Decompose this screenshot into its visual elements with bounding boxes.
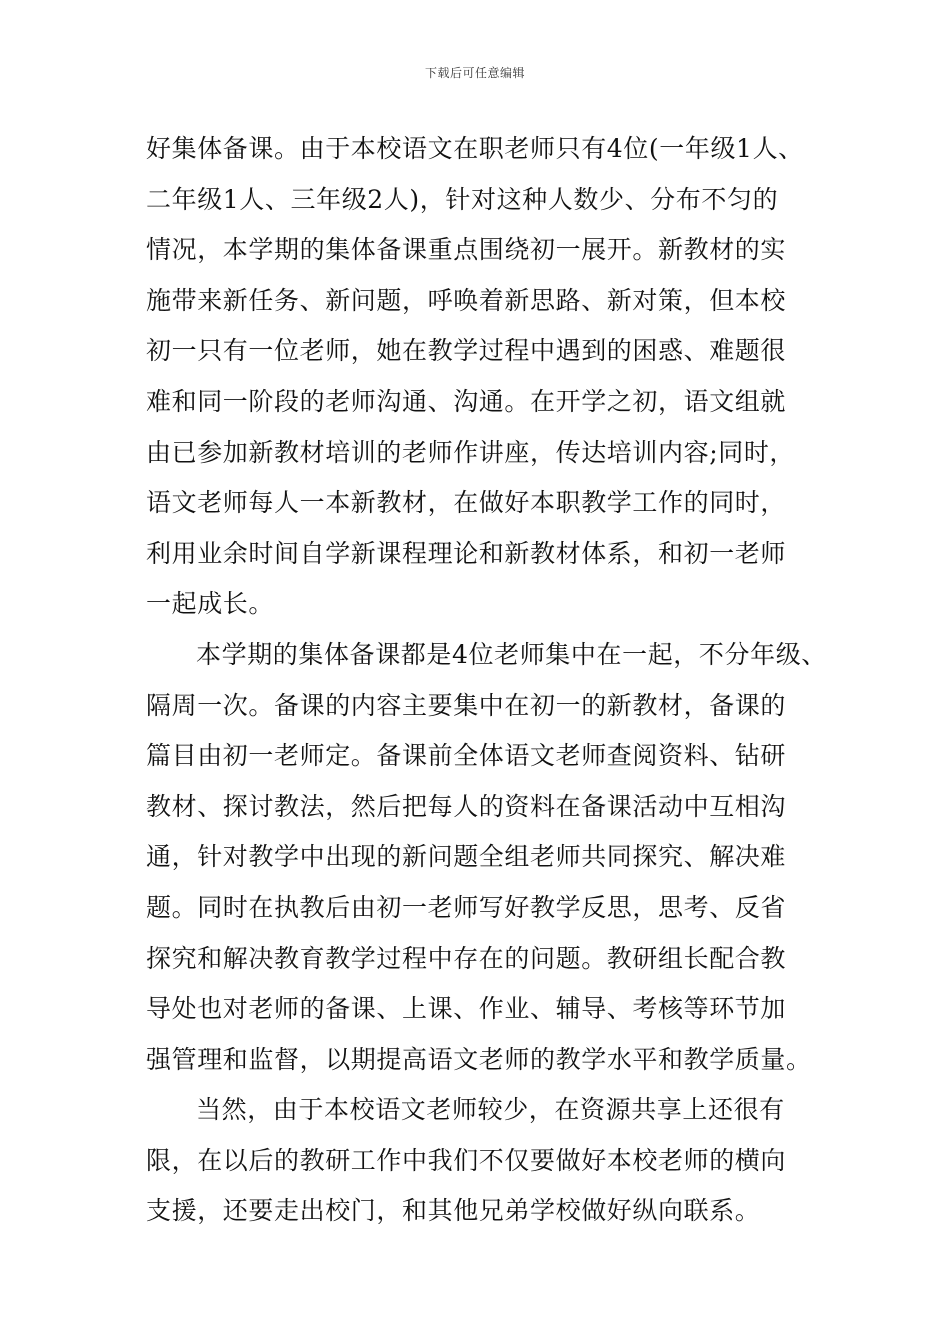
text-line: 本学期的集体备课都是4位老师集中在一起，不分年级、 [196,639,827,669]
text-line: 题。同时在执教后由初一老师写好教学反思，思考、反省 [146,892,787,922]
text-line: 隔周一次。备课的内容主要集中在初一的新教材，备课的 [146,690,787,720]
text-line: 一起成长。 [146,589,275,619]
text-line: 好集体备课。由于本校语文在职老师只有4位(一年级1人、 [146,134,804,163]
text-line: 篇目由初一老师定。备课前全体语文老师查阅资料、钻研 [146,741,787,771]
text-line: 探究和解决教育教学过程中存在的问题。教研组长配合教 [146,943,787,973]
paragraph [146,630,826,1085]
page-header: 下载后可任意编辑 [424,66,525,80]
paragraph [146,124,826,630]
paragraph [146,1085,826,1237]
text-line: 利用业余时间自学新课程理论和新教材体系，和初一老师 [146,538,787,568]
text-line: 通，针对教学中出现的新问题全组老师共同探究、解决难 [146,842,787,872]
text-line: 语文老师每人一本新教材，在做好本职教学工作的同时， [146,488,787,518]
text-line: 初一只有一位老师，她在教学过程中遇到的困惑、难题很 [146,336,787,366]
text-line: 情况，本学期的集体备课重点围绕初一展开。新教材的实 [146,235,787,265]
text-line: 难和同一阶段的老师沟通、沟通。在开学之初，语文组就 [146,386,787,416]
text-line: 导处也对老师的备课、上课、作业、辅导、考核等环节加 [146,994,787,1024]
text-line: 支援，还要走出校门，和其他兄弟学校做好纵向联系。 [146,1196,761,1226]
text-line: 限，在以后的教研工作中我们不仅要做好本校老师的横向 [146,1145,787,1175]
document-body [146,124,826,1237]
text-line: 教材、探讨教法，然后把每人的资料在备课活动中互相沟 [146,791,787,821]
text-line: 施带来新任务、新问题，呼唤着新思路、新对策，但本校 [146,285,787,315]
text-line: 当然，由于本校语文老师较少，在资源共享上还很有 [196,1095,785,1125]
text-line: 强管理和监督，以期提高语文老师的教学水平和教学质量。 [146,1044,812,1074]
text-line: 由已参加新教材培训的老师作讲座，传达培训内容;同时， [146,437,796,467]
text-line: 二年级1人、三年级2人)，针对这种人数少、分布不匀的 [146,184,779,214]
